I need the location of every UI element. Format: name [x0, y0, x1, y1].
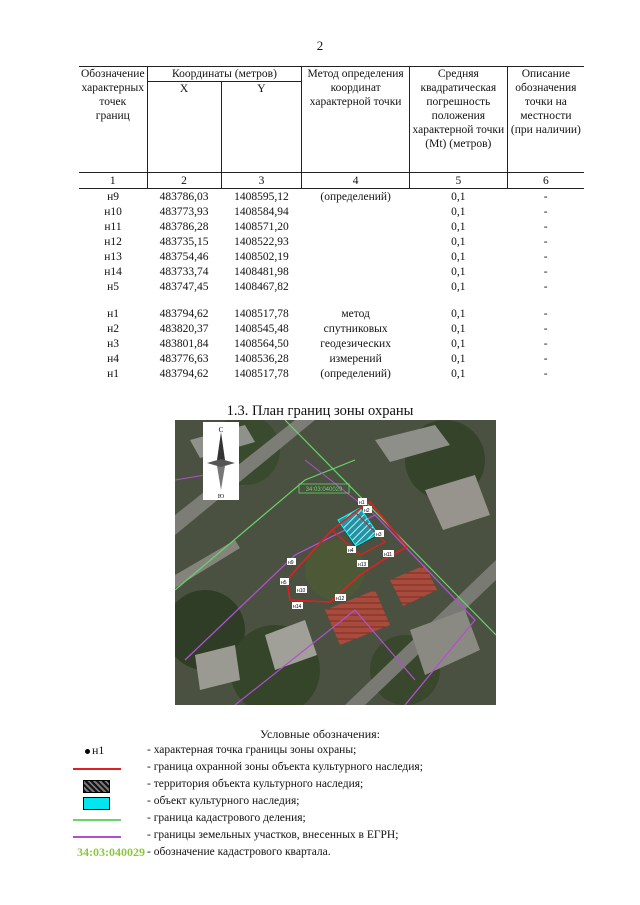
legend-text: - объект культурного наследия; [147, 795, 300, 807]
x-cell: 483735,15 [159, 235, 209, 248]
table-row [79, 219, 584, 234]
error-cell: 0,1 [451, 352, 466, 365]
y-cell: 1408536,28 [234, 352, 289, 365]
red-line-icon [60, 760, 145, 777]
map-point-label: н3 [376, 532, 382, 538]
description-cell: - [543, 367, 548, 380]
header-method: Метод определения координат характерной точки [302, 67, 410, 173]
error-cell: 0,1 [451, 220, 466, 233]
point-cell: н10 [104, 205, 122, 218]
map-point-label: н1 [359, 500, 365, 506]
legend-title: Условные обозначения: [259, 727, 381, 741]
error-cell: 0,1 [451, 367, 466, 380]
header-description: Описание обозначения точки на местности (при наличии) [507, 67, 584, 173]
y-cell: 1408571,20 [234, 220, 289, 233]
map-point-label: н12 [336, 596, 345, 602]
coordinates-table [79, 66, 584, 381]
y-cell: 1408584,94 [234, 205, 289, 218]
column-number: 3 [221, 173, 302, 189]
method-cell: метод [341, 307, 370, 320]
method-cell: (определений) [320, 367, 391, 380]
table-row [79, 249, 584, 264]
description-cell: - [543, 205, 548, 218]
green-line-icon [60, 811, 145, 828]
error-cell: 0,1 [451, 235, 466, 248]
point-symbol-label: н1 [92, 743, 105, 757]
map-point-label: н14 [293, 604, 302, 610]
table-row [79, 234, 584, 249]
method-cell: спутниковых [323, 322, 388, 335]
point-cell: н4 [107, 352, 119, 365]
description-cell: - [543, 220, 548, 233]
point-cell: н14 [104, 265, 122, 278]
y-cell: 1408481,98 [234, 265, 289, 278]
aerial-map-image [175, 420, 496, 705]
error-cell: 0,1 [451, 205, 466, 218]
error-cell: 0,1 [451, 280, 466, 293]
table-row [79, 351, 584, 366]
point-cell: н13 [104, 250, 122, 263]
y-cell: 1408522,93 [234, 235, 289, 248]
y-cell: 1408517,78 [234, 307, 289, 320]
header-y: Y [221, 82, 302, 173]
map-point-label: н13 [358, 562, 367, 568]
description-cell: - [543, 352, 548, 365]
page-number: 2 [316, 38, 324, 53]
method-cell [302, 279, 410, 294]
point-cell: н11 [104, 220, 122, 233]
description-cell: - [543, 250, 548, 263]
method-cell: измерений [329, 352, 382, 365]
quarter-label: 34:03:040029 [305, 487, 343, 493]
x-cell: 483754,46 [159, 250, 209, 263]
legend-text: - характерная точка границы зоны охраны; [147, 744, 357, 756]
point-cell: н1 [107, 307, 119, 320]
y-cell: 1408564,50 [234, 337, 289, 350]
point-cell: н3 [107, 337, 119, 350]
description-cell: - [543, 337, 548, 350]
table-row [79, 366, 584, 381]
legend-row-quarter [60, 845, 620, 862]
section-title: 1.3. План границ зоны охраны [226, 403, 414, 419]
x-cell: 483733,74 [159, 265, 209, 278]
y-cell: 1408545,48 [234, 322, 289, 335]
x-cell: 483747,45 [159, 280, 209, 293]
legend-text: - обозначение кадастрового квартала. [147, 846, 331, 858]
column-number: 1 [79, 173, 147, 189]
column-number: 5 [409, 173, 507, 189]
point-cell: н12 [104, 235, 122, 248]
point-cell: н2 [107, 322, 119, 335]
method-cell [302, 219, 410, 234]
quarter-code-symbol [60, 845, 145, 862]
quarter-code: 34:03:040029 [77, 845, 145, 859]
purple-line-icon [60, 828, 145, 845]
legend-text: - граница охранной зоны объекта культурного наследия; [147, 761, 423, 773]
method-cell [302, 264, 410, 279]
error-cell: 0,1 [451, 265, 466, 278]
y-cell: 1408502,19 [234, 250, 289, 263]
description-cell: - [543, 265, 548, 278]
description-cell: - [543, 235, 548, 248]
header-designation: Обозначение характерных точек границ [79, 67, 147, 173]
y-cell: 1408595,12 [234, 190, 289, 203]
legend-row-territory [60, 777, 620, 794]
x-cell: 483820,37 [159, 322, 209, 335]
error-cell: 0,1 [451, 190, 466, 203]
error-cell: 0,1 [451, 307, 466, 320]
cyan-rectangle-icon [60, 794, 145, 811]
method-cell: (определений) [320, 190, 391, 203]
method-cell [302, 234, 410, 249]
table-row [79, 189, 584, 205]
legend-text: - граница кадастрового деления; [147, 812, 306, 824]
method-cell [302, 204, 410, 219]
method-cell: геодезических [320, 337, 391, 350]
description-cell: - [543, 190, 548, 203]
error-cell: 0,1 [451, 322, 466, 335]
error-cell: 0,1 [451, 250, 466, 263]
compass-north-label: С [218, 426, 224, 434]
y-cell: 1408467,82 [234, 280, 289, 293]
hatched-area-icon [60, 777, 145, 794]
header-error: Средняя квадратическая погрешность положения характерной точки (Mt) (метров) [409, 67, 507, 173]
point-symbol-icon [60, 743, 145, 760]
table-row [79, 264, 584, 279]
legend-text: - границы земельных участков, внесенных в ЕГРН; [147, 829, 399, 841]
x-cell: 483786,28 [159, 220, 209, 233]
table-row [79, 321, 584, 336]
x-cell: 483786,03 [159, 190, 209, 203]
description-cell: - [543, 280, 548, 293]
method-cell [302, 249, 410, 264]
map-point-label: н4 [348, 548, 354, 554]
map-point-label: н10 [297, 588, 306, 594]
compass-south-label: Ю [217, 494, 225, 500]
point-cell: н5 [107, 280, 119, 293]
point-cell: н9 [107, 190, 119, 203]
description-cell: - [543, 322, 548, 335]
point-cell: н1 [107, 367, 119, 380]
row-spacer [79, 294, 584, 306]
map-point-label: н2 [364, 508, 370, 514]
legend-row-point [60, 743, 620, 760]
legend [60, 743, 620, 862]
map-point-label: н9 [288, 560, 294, 566]
table-row [79, 336, 584, 351]
legend-row-protection-zone [60, 760, 620, 777]
map-point-label: н11 [384, 552, 392, 558]
x-cell: 483794,62 [159, 307, 209, 320]
column-number: 6 [507, 173, 584, 189]
table-row [79, 306, 584, 321]
header-x: X [147, 82, 221, 173]
header-coordinates: Координаты (метров) [147, 67, 302, 82]
legend-row-heritage-object [60, 794, 620, 811]
table-row [79, 279, 584, 294]
column-number: 4 [302, 173, 410, 189]
x-cell: 483801,84 [159, 337, 209, 350]
y-cell: 1408517,78 [234, 367, 289, 380]
description-cell: - [543, 307, 548, 320]
x-cell: 483773,93 [159, 205, 209, 218]
boundary-plan-map [175, 420, 496, 705]
legend-text: - территория объекта культурного наследия; [147, 778, 364, 790]
legend-row-cadastral-division [60, 811, 620, 828]
table-row [79, 204, 584, 219]
column-number: 2 [147, 173, 221, 189]
error-cell: 0,1 [451, 337, 466, 350]
map-point-label: н5 [281, 580, 287, 586]
legend-row-land-plots [60, 828, 620, 845]
x-cell: 483776,63 [159, 352, 209, 365]
x-cell: 483794,62 [159, 367, 209, 380]
